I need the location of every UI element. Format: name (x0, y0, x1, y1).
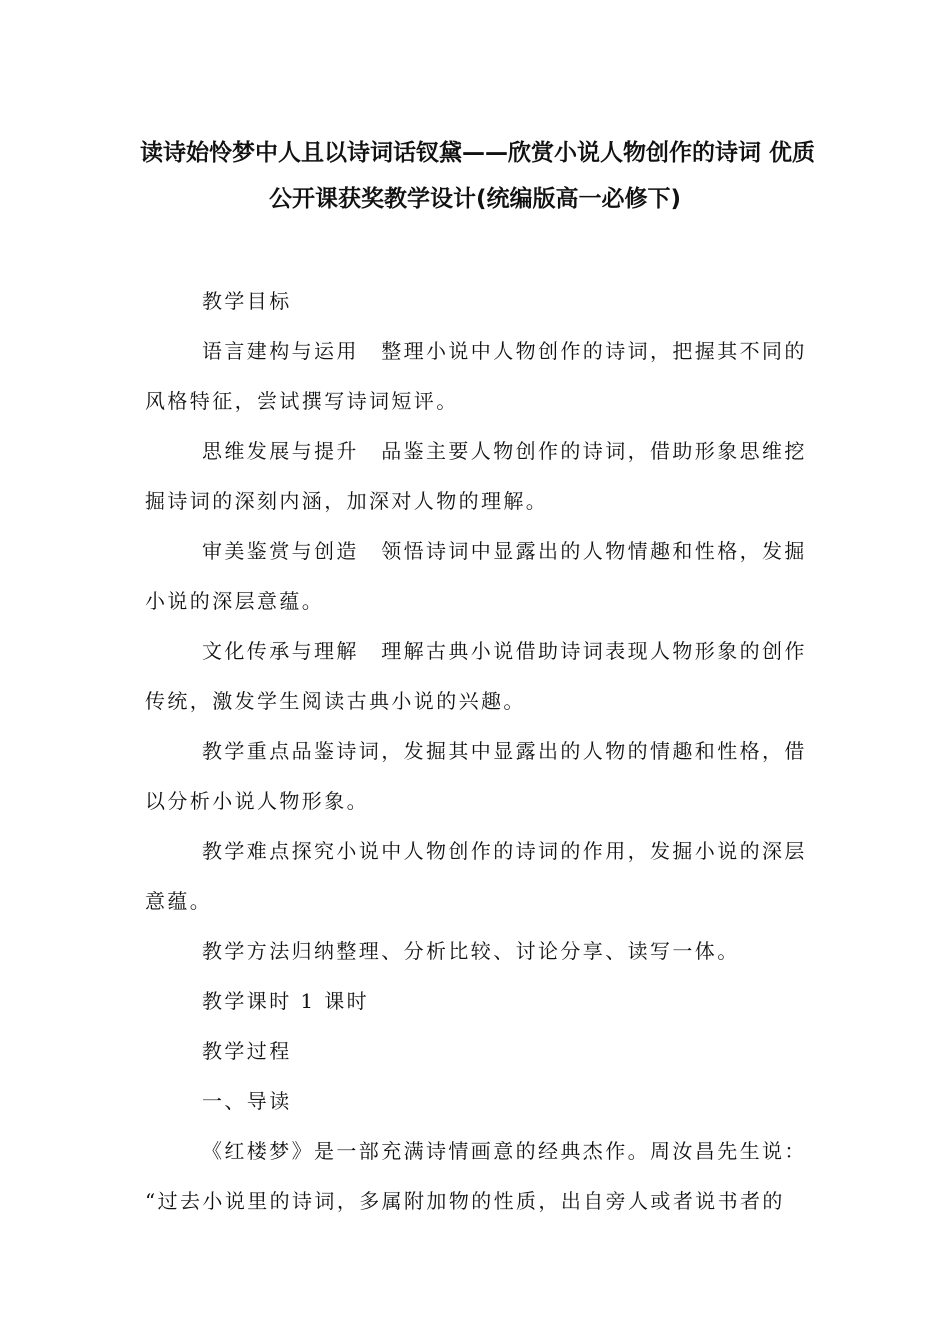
paragraph-line: 教学难点探究小说中人物创作的诗词的作用，发掘小说的深层 (202, 839, 807, 863)
paragraph-line: 思维发展与提升 品鉴主要人物创作的诗词，借助形象思维挖 (202, 439, 807, 463)
paragraph-line: 风格特征，尝试撰写诗词短评。 (145, 389, 459, 413)
paragraph (147, 726, 807, 826)
paragraph (147, 926, 807, 976)
paragraph-line: 审美鉴赏与创造 领悟诗词中显露出的人物情趣和性格，发掘 (202, 539, 807, 563)
paragraph (147, 1026, 807, 1076)
paragraph-line: “过去小说里的诗词，多属附加物的性质，出自旁人或者说书者的 (145, 1189, 785, 1213)
document-title (140, 130, 816, 222)
paragraph-line: 教学重点品鉴诗词，发掘其中显露出的人物的情趣和性格，借 (202, 739, 807, 763)
title-line-2: 公开课获奖教学设计(统编版高一必修下) (268, 186, 682, 212)
paragraph-line: 教学方法归纳整理、分析比较、讨论分享、读写一体。 (202, 939, 740, 963)
paragraph-line: 语言建构与运用 整理小说中人物创作的诗词，把握其不同的 (202, 339, 807, 363)
paragraph-line: 掘诗词的深刻内涵，加深对人物的理解。 (145, 489, 549, 513)
title-line-1: 读诗始怜梦中人且以诗词话钗黛——欣赏小说人物创作的诗词 优质 (140, 140, 816, 166)
paragraph-line: 教学过程 (202, 1039, 292, 1063)
paragraph-line: 意蕴。 (145, 889, 213, 913)
paragraph-line: 《红楼梦》是一部充满诗情画意的经典杰作。周汝昌先生说： (202, 1139, 807, 1163)
paragraph-line: 教学目标 (202, 289, 292, 313)
paragraph (147, 1076, 807, 1126)
paragraph (147, 626, 807, 726)
paragraph (147, 826, 807, 926)
paragraph (147, 1126, 807, 1226)
paragraph-line: 小说的深层意蕴。 (145, 589, 325, 613)
paragraph-line: 教学课时 1 课时 (202, 989, 370, 1013)
paragraph-line: 以分析小说人物形象。 (145, 789, 369, 813)
document-body (147, 276, 807, 1226)
paragraph-line: 文化传承与理解 理解古典小说借助诗词表现人物形象的创作 (202, 639, 807, 663)
paragraph (147, 976, 807, 1026)
paragraph (147, 426, 807, 526)
paragraph-line: 传统，激发学生阅读古典小说的兴趣。 (145, 689, 526, 713)
paragraph-line: 一、导读 (202, 1089, 292, 1113)
paragraph (147, 526, 807, 626)
paragraph (147, 276, 807, 326)
paragraph (147, 326, 807, 426)
